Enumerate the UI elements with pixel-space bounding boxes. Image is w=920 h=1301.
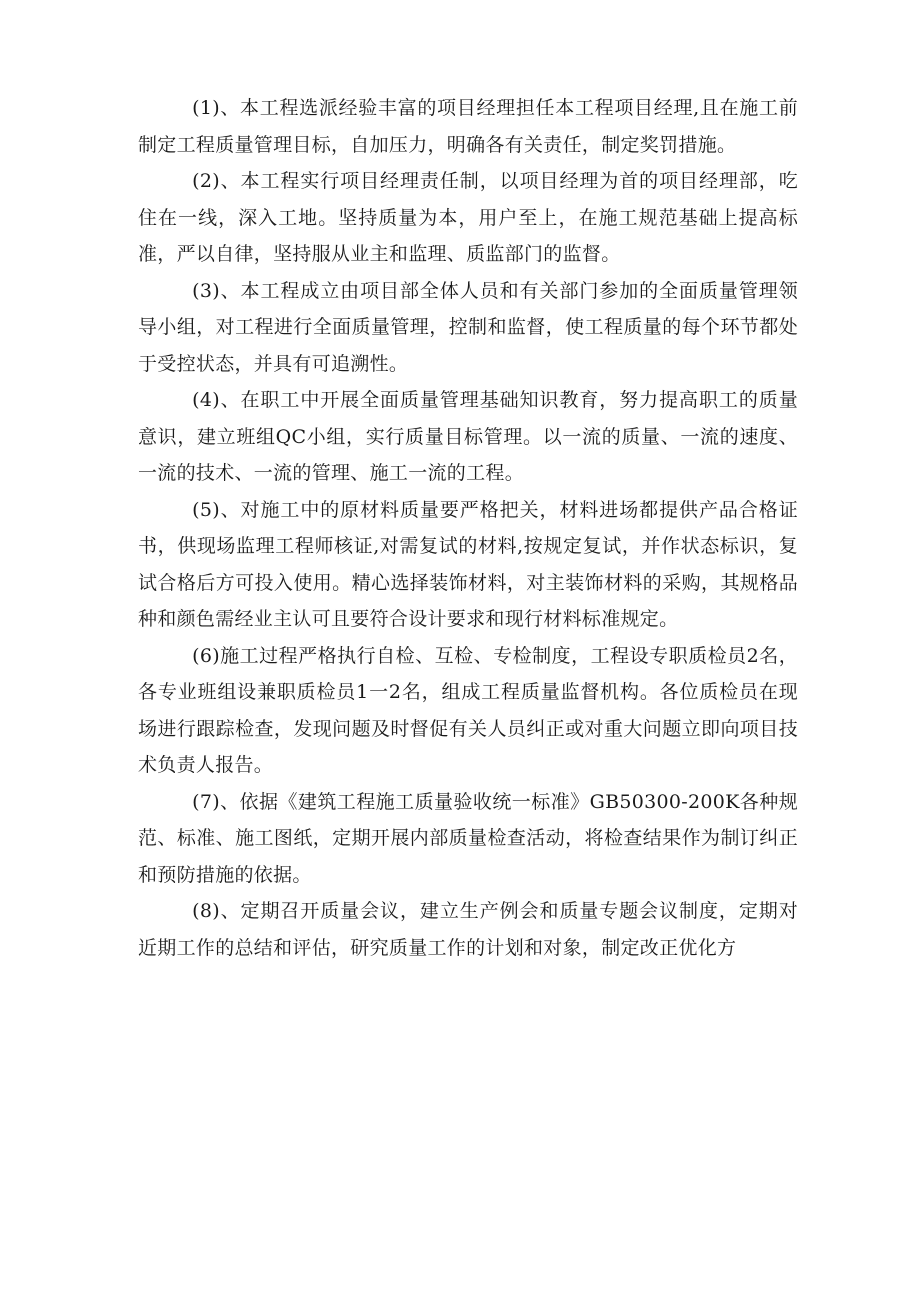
paragraph-3: (3)、本工程成立由项目部全体人员和有关部门参加的全面质量管理领导小组，对工程进行全面质量管理，控制和监督，使工程质量的每个环节都处于受控状态，并具有可追溯性。 [138,279,798,375]
paragraph-8: (8)、定期召开质量会议，建立生产例会和质量专题会议制度，定期对近期工作的总结和评估，研究质量工作的计划和对象，制定改正优化方 [138,900,798,959]
paragraph-2: (2)、本工程实行项目经理责任制，以项目经理为首的项目经理部，吃住在一线，深入工地。坚持质量为本，用户至上，在施工规范基础上提高标准，严以自律，坚持服从业主和监理、质监部门的监督。 [138,170,798,265]
document-body [138,90,798,966]
paragraph-5: (5)、对施工中的原材料质量要严格把关，材料进场都提供产品合格证书，供现场监理工程师核证,对需复试的材料,按规定复试，并作状态标识，复试合格后方可投入使用。精心选择装饰材料，对主装饰材料的采购，其规格品种和颜色需经业主认可且要符合设计要求和现行材料标准规定。 [138,498,798,630]
paragraph-7: (7)、依据《建筑工程施工质量验收统一标准》GB50300-200K各种规范、标准、施工图纸，定期开展内部质量检查活动，将检查结果作为制订纠正和预防措施的依据。 [138,790,798,886]
paragraph-4: (4)、在职工中开展全面质量管理基础知识教育，努力提高职工的质量意识，建立班组QC小组，实行质量目标管理。以一流的质量、一流的速度、一流的技术、一流的管理、施工一流的工程。 [138,389,798,484]
paragraph-1: (1)、本工程选派经验丰富的项目经理担任本工程项目经理,且在施工前制定工程质量管理目标，自加压力，明确各有关责任，制定奖罚措施。 [138,97,798,156]
paragraph-6: (6)施工过程严格执行自检、互检、专检制度，工程设专职质检员2名，各专业班组设兼职质检员1一2名，组成工程质量监督机构。各位质检员在现场进行跟踪检查，发现问题及时督促有关人员纠正或对重大问题立即向项目技术负责人报告。 [138,644,798,776]
